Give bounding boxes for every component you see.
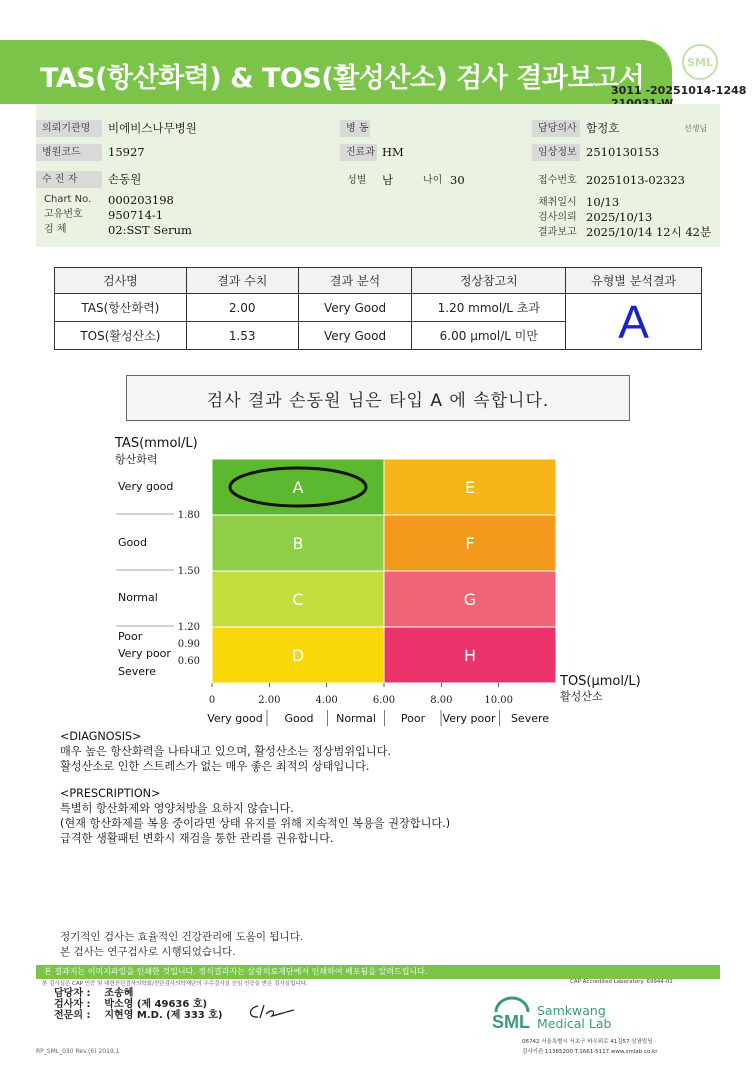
id-label: 고유번호 [44,209,83,220]
cell-label-e: E [464,478,476,497]
code-label: 병원코드 [36,144,102,161]
cell-label-b: B [292,534,304,553]
result-value: 2.00 [186,294,298,322]
x-category-label: Very good [207,712,263,725]
header-cell: 유형별 분석결과 [566,268,702,294]
lab-logo [490,996,534,1032]
result-analysis: Very Good [298,294,412,322]
cell-label-f: F [465,534,475,553]
summary-box: 검사 결과 손동원 님은 타입 A 에 속합니다. [126,375,630,421]
age-value: 30 [450,173,465,187]
x-category-label: Normal [336,712,376,725]
prescription-text: 특별히 항산화제와 영양처방을 요하지 않습니다. (현재 항산화제를 복용 중이라면 상태 유지를 위해 지속적인 복용을 권장합니다.) 급격한 생활패턴 변화시 재검을 통한 관리를 권유합니다. [60,802,451,845]
age-label: 나이 [423,175,443,186]
diagnosis-title: <DIAGNOSIS> [60,730,142,743]
header-cell: 결과 분석 [298,268,412,294]
x-axis-subtitle: 활성산소 [560,690,603,703]
chart-value: 000203198 [108,193,174,207]
x-category-label: Very poor [442,712,496,725]
y-category-label: Poor [118,630,143,643]
x-tick-label: 4.00 [315,695,338,706]
form-code: RP_SML_030 Rev.(6) 2019.1 [36,1048,120,1055]
receipt-value: 20251013-02323 [586,173,686,187]
x-category-label: Poor [400,712,426,725]
y-tick-label: 1.20 [177,622,200,633]
cap-accreditation: CAP Accredited Laboratory. 69944-01 [570,979,673,985]
doctor-value: 함정호 [586,121,620,135]
y-axis-title: TAS(mmol/L) [115,436,198,451]
x-tick-label: 0 [208,695,216,706]
footer-note: 정기적인 검사는 효율적인 건강관리에 도움이 됩니다. 본 검사는 연구검사로 시행되었습니다. [60,931,304,958]
request-value: 2025/10/13 [586,210,653,224]
sex-value: 남 [382,173,394,187]
chart-label: Chart No. [44,194,92,205]
x-category-label: Severe [510,712,550,725]
sml-logo: SML [682,44,718,80]
result-value: 1.53 [186,322,298,350]
report-value: 2025/10/14 12시 42분 [586,225,712,239]
collect-value: 10/13 [586,195,620,209]
patient-value: 손동원 [108,172,142,186]
x-tick-label: 8.00 [430,695,453,706]
y-tick-label: 1.80 [177,510,200,521]
cap-line: 본 검사실은 CAP 인증 및 대한진단검사의학회/진단검사의학재단의 우수검사실 신임 인증을 받은 검사실입니다. [42,981,308,987]
result-analysis: Very Good [298,322,412,350]
result-header-row [55,268,702,294]
page-title: TAS(항산화력) & TOS(활성산소) 검사 결과보고서 [40,63,645,94]
result-table [54,267,702,350]
specimen-value: 02:SST Serum [108,223,192,237]
sex-label: 성별 [347,175,367,186]
staff-list: 담당자 : 조송혜 검사자 : 박소영 (제 49636 호) 전문의 : 지현영 M.D. (제 333 호) [54,988,223,1021]
cell-label-a: A [292,478,304,497]
reference-range: 6.00 μmol/L 미만 [412,322,566,350]
reference-range: 1.20 mmol/L 초과 [412,294,566,322]
request-label: 검사의뢰 [538,212,577,223]
lab-address: 06742 서울특별시 서초구 바우뫼로 41길57 삼광빌딩 검사기관 11365200 T.1661-5117 www.smlab.co.kr [522,1039,658,1055]
report-number: 3011 -20251014-1248 [611,84,747,97]
header-cell: 검사명 [55,268,187,294]
clinical-value: 2510130153 [586,145,660,159]
dept-value: HM [382,145,404,159]
y-category-label: Normal [118,591,158,604]
doctor-label: 담당의사 [532,120,580,137]
test-name: TOS(활성산소) [55,322,187,350]
collect-label: 채취일시 [538,197,577,208]
x-tick-label: 2.00 [258,695,281,706]
ward-label: 병 동 [340,120,370,137]
diagnosis-text: 매우 높은 항산화력을 나타내고 있으며, 활성산소는 정상범위입니다. 활성산소로 인한 스트레스가 없는 매우 좋은 최적의 상태입니다. [60,745,392,773]
y-category-label: Good [118,536,147,549]
type-chart-svg [100,430,660,730]
header-cell: 정상참고치 [412,268,566,294]
y-tick-label: 0.90 [177,639,200,650]
lab-logo-mark [490,996,534,1032]
patient-label: 수 진 자 [36,171,102,188]
cell-label-h: H [463,646,477,665]
cell-label-g: G [463,590,477,609]
y-category-label: Very poor [118,647,171,660]
lab-name: Samkwang Medical Lab [537,1003,612,1031]
y-category-label: Severe [118,665,157,678]
code-value: 15927 [108,145,145,159]
hospital-label: 의뢰기관명 [36,120,102,137]
lab-logo-text: SML [492,1012,530,1032]
header-cell: 결과 수치 [186,268,298,294]
x-axis-title: TOS(μmol/L) [560,674,641,689]
y-tick-label: 1.50 [177,566,200,577]
cell-label-c: C [292,590,304,609]
x-category-label: Good [284,712,314,725]
x-tick-label: 6.00 [372,695,396,706]
x-tick-label: 10.00 [484,695,513,706]
signature [246,1002,298,1022]
y-category-label: Very good [118,480,174,493]
table-row [55,294,702,322]
hospital-value: 비에비스나무병원 [108,121,197,135]
grade-result: A [566,294,702,350]
prescription-title: <PRESCRIPTION> [60,787,161,800]
y-axis-subtitle: 항산화력 [115,453,158,466]
test-name: TAS(항산화력) [55,294,187,322]
y-tick-label: 0.60 [177,656,200,667]
id-value: 950714-1 [108,208,164,222]
dept-label: 진료과 [340,144,377,161]
receipt-label: 접수번호 [538,175,577,186]
type-chart [100,430,660,730]
clinical-label: 임상정보 [532,144,580,161]
cell-label-d: D [291,646,305,665]
notice-bar: 본 결과지는 이미지파일을 인쇄한 것입니다. 정식결과지는 삼광의료재단에서 인쇄하여 배포됨을 알려드립니다. [36,965,720,979]
specimen-label: 검 체 [44,224,67,235]
report-label: 결과보고 [538,227,577,238]
doctor-suffix: 선생님 [684,124,708,133]
